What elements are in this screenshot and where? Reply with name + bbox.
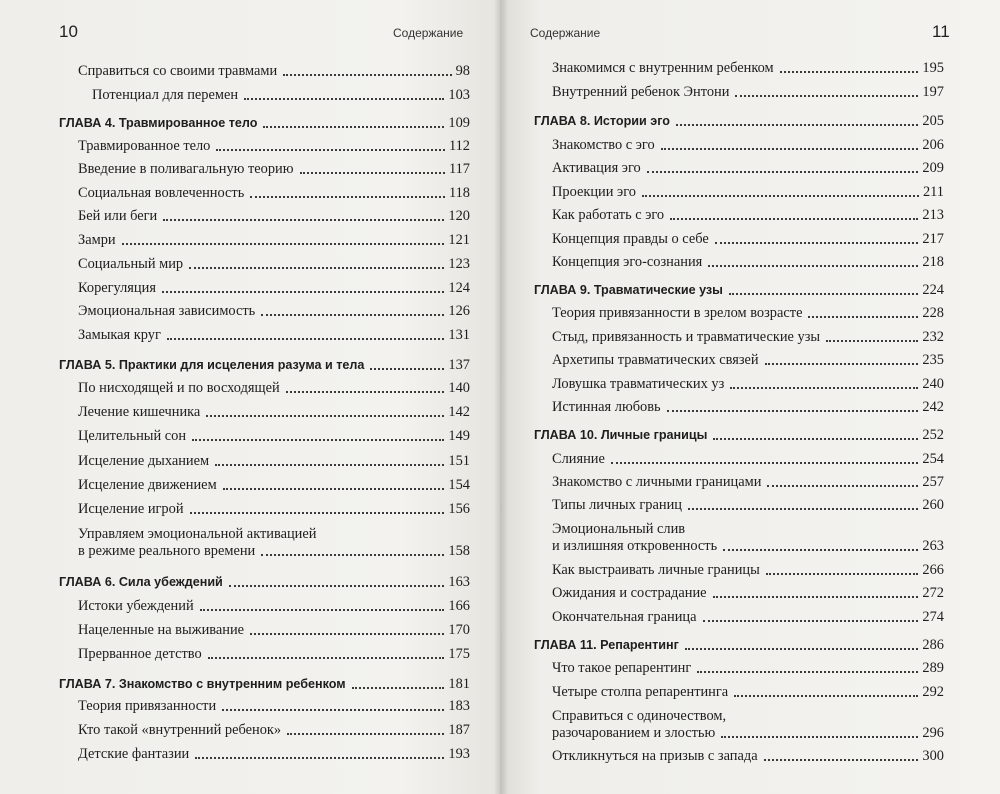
running-head: Содержание xyxy=(393,26,464,40)
toc-chapter: ГЛАВА 7. Знакомство с внутренним ребенком 181 xyxy=(59,676,470,692)
toc-chapter: ГЛАВА 9. Травматические узы 224 xyxy=(534,282,944,298)
toc-entry: Социальная вовлеченность 118 xyxy=(78,185,470,201)
toc-entry: Детские фантазии 193 xyxy=(78,746,470,762)
toc-entry: Концепция правды о себе 217 xyxy=(552,231,944,247)
toc-entry: Откликнуться на призыв с запада 300 xyxy=(552,748,944,764)
toc-entry: По нисходящей и по восходящей 140 xyxy=(78,380,470,396)
toc-entry: Бей или беги 120 xyxy=(78,208,470,224)
toc-entry: Как выстраивать личные границы 266 xyxy=(552,562,944,578)
toc-entry: разочарованием и злостью 296 xyxy=(552,725,944,741)
toc-entry: Слияние 254 xyxy=(552,451,944,467)
toc-entry-line1: Эмоциональный слив xyxy=(552,521,686,537)
toc-entry: в режиме реального времени 158 xyxy=(78,543,470,559)
page-number: 10 xyxy=(59,22,78,41)
toc-chapter: ГЛАВА 10. Личные границы 252 xyxy=(534,427,944,443)
toc-entry: Знакомство с личными границами 257 xyxy=(552,474,944,490)
toc-entry: Справиться со своими травмами 98 xyxy=(78,63,470,79)
toc-entry: Окончательная граница 274 xyxy=(552,609,944,625)
toc-entry: Архетипы травматических связей 235 xyxy=(552,352,944,368)
toc-entry: и излишняя откровенность 263 xyxy=(552,538,944,554)
toc-entry: Ловушка травматических уз 240 xyxy=(552,376,944,392)
toc-entry: Прерванное детство 175 xyxy=(78,646,470,662)
toc-entry-line1: Справиться с одиночеством, xyxy=(552,708,727,724)
toc-entry: Активация эго 209 xyxy=(552,160,944,176)
toc-entry: Типы личных границ 260 xyxy=(552,497,944,513)
toc-entry: Теория привязанности в зрелом возрасте 228 xyxy=(552,305,944,321)
toc-entry: Эмоциональная зависимость 126 xyxy=(78,303,470,319)
toc-entry: Травмированное тело 112 xyxy=(78,138,470,154)
running-head: Содержание xyxy=(530,26,601,40)
toc-entry: Истоки убеждений 166 xyxy=(78,598,470,614)
toc-entry: Лечение кишечника 142 xyxy=(78,404,470,420)
toc-entry: Концепция эго-сознания 218 xyxy=(552,254,944,270)
toc-entry: Как работать с эго 213 xyxy=(552,207,944,223)
toc-entry: Социальный мир 123 xyxy=(78,256,470,272)
right-page xyxy=(500,0,1000,794)
toc-entry-line1: Управляем эмоциональной активацией xyxy=(78,526,317,542)
toc-entry: Знакомство с эго 206 xyxy=(552,137,944,153)
toc-chapter: ГЛАВА 11. Репарентинг 286 xyxy=(534,637,944,653)
toc-entry: Исцеление игрой 156 xyxy=(78,501,470,517)
toc-entry: Корегуляция 124 xyxy=(78,280,470,296)
toc-entry: Четыре столпа репарентинга 292 xyxy=(552,684,944,700)
toc-chapter: ГЛАВА 4. Травмированное тело 109 xyxy=(59,115,470,131)
toc-entry: Что такое репарентинг 289 xyxy=(552,660,944,676)
toc-entry: Введение в поливагальную теорию 117 xyxy=(78,161,470,177)
toc-entry: Внутренний ребенок Энтони 197 xyxy=(552,84,944,100)
toc-chapter: ГЛАВА 8. Истории эго 205 xyxy=(534,113,944,129)
toc-entry: Кто такой «внутренний ребенок» 187 xyxy=(78,722,470,738)
toc-entry: Нацеленные на выживание 170 xyxy=(78,622,470,638)
toc-entry: Проекции эго 211 xyxy=(552,184,944,200)
toc-entry: Исцеление дыханием 151 xyxy=(78,453,470,469)
toc-entry: Замыкая круг 131 xyxy=(78,327,470,343)
toc-entry: Ожидания и сострадание 272 xyxy=(552,585,944,601)
toc-chapter: ГЛАВА 6. Сила убеждений 163 xyxy=(59,574,470,590)
toc-entry: Истинная любовь 242 xyxy=(552,399,944,415)
page-number: 11 xyxy=(932,22,950,41)
toc-chapter: ГЛАВА 5. Практики для исцеления разума и тела 137 xyxy=(59,357,470,373)
toc-entry: Стыд, привязанность и травматические узы 232 xyxy=(552,329,944,345)
toc-entry: Потенциал для перемен 103 xyxy=(92,87,470,103)
toc-entry: Целительный сон 149 xyxy=(78,428,470,444)
toc-entry: Исцеление движением 154 xyxy=(78,477,470,493)
toc-entry: Замри 121 xyxy=(78,232,470,248)
table-of-contents xyxy=(500,0,1000,794)
toc-entry: Теория привязанности 183 xyxy=(78,698,470,714)
toc-entry: Знакомимся с внутренним ребенком 195 xyxy=(552,60,944,76)
